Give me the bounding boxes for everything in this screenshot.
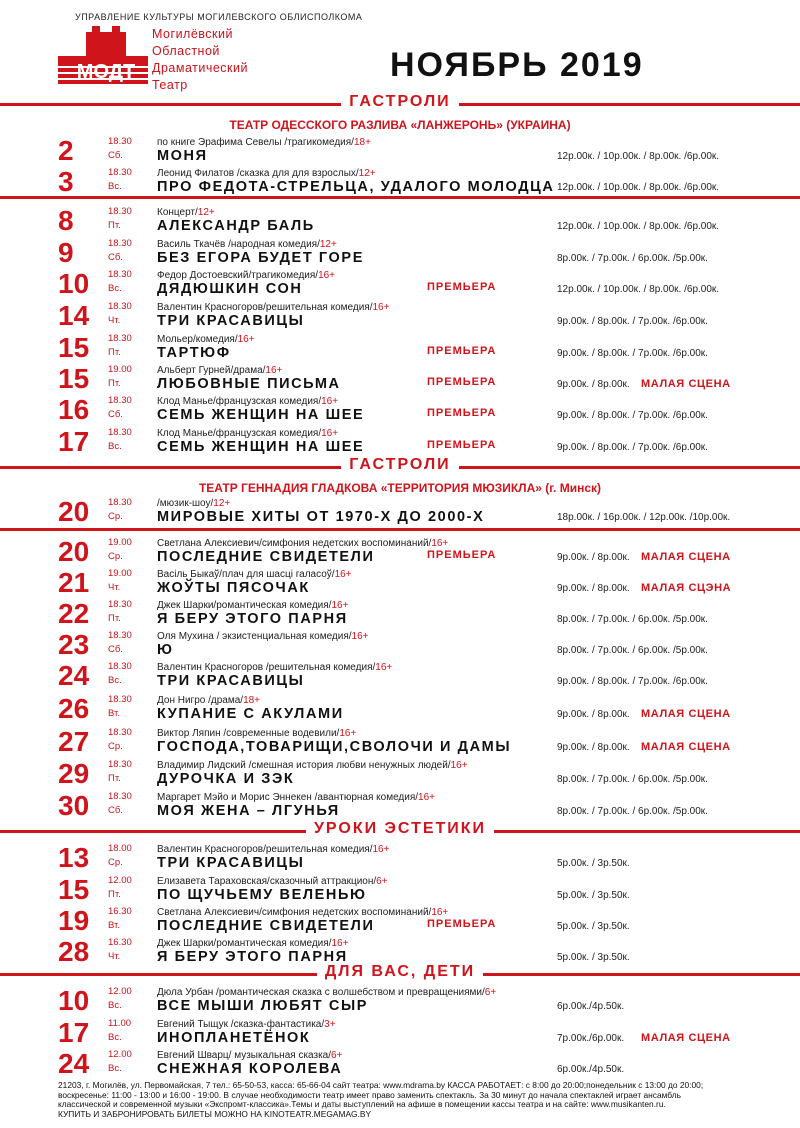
- event-day: 27: [58, 726, 90, 757]
- event-price: 8р.00к. / 7р.00к. / 6р.00к. /5р.00к.: [557, 253, 708, 264]
- event-row: [0, 136, 800, 168]
- event-age: 16+: [418, 792, 436, 803]
- event-day: 13: [58, 842, 90, 873]
- event-title: МОНЯ: [157, 148, 208, 164]
- event-age: 16+: [321, 428, 339, 439]
- event-genre: [157, 760, 468, 771]
- event-time: 18.30: [108, 727, 132, 738]
- event-title: ДЯДЮШКИН СОН: [157, 281, 303, 297]
- event-age: 16+: [318, 270, 336, 281]
- event-genre: [157, 396, 338, 407]
- event-row: [0, 843, 800, 875]
- event-weekday: Вс.: [108, 1032, 122, 1043]
- event-genre-text: Клод Манье/французская комедия/: [157, 396, 322, 407]
- event-genre: [157, 792, 435, 803]
- event-row: [0, 238, 800, 270]
- event-row: [0, 661, 800, 693]
- event-time: 18.30: [108, 599, 132, 610]
- event-price: 7р.00к./6р.00к.: [557, 1033, 625, 1044]
- event-genre: [157, 1019, 336, 1030]
- event-weekday: Сб.: [108, 409, 123, 420]
- event-age: 16+: [351, 631, 369, 642]
- event-genre-text: Евгений Тыщук /сказка-фантастика/: [157, 1019, 325, 1030]
- event-day: 16: [58, 394, 90, 425]
- event-title: МИРОВЫЕ ХИТЫ ОТ 1970-Х ДО 2000-Х: [157, 509, 485, 525]
- event-title: КУПАНИЕ С АКУЛАМИ: [157, 706, 344, 722]
- section-title: ДЛЯ ВАС, ДЕТИ: [0, 963, 800, 981]
- event-time: 18.30: [108, 206, 132, 217]
- event-weekday: Ср.: [108, 741, 123, 752]
- event-time: 19.00: [108, 537, 132, 548]
- event-age: 16+: [331, 938, 349, 949]
- event-price: 9р.00к. / 8р.00к.: [557, 379, 630, 390]
- event-genre: [157, 538, 448, 549]
- theatre-name-line: Могилёвский: [152, 27, 233, 41]
- event-genre: [157, 137, 371, 148]
- event-row: [0, 937, 800, 969]
- svg-text:МОДТ: МОДТ: [76, 61, 136, 83]
- event-genre-text: по книге Эрафима Севелы /трагикомедия/: [157, 137, 354, 148]
- event-day: 24: [58, 660, 90, 691]
- event-weekday: Пт.: [108, 613, 121, 624]
- event-day: 23: [58, 629, 90, 660]
- event-price: 5р.00к. / 3р.50к.: [557, 952, 630, 963]
- event-row: [0, 333, 800, 365]
- event-day: 10: [58, 268, 90, 299]
- event-age: 18+: [353, 137, 371, 148]
- event-genre: [157, 168, 376, 179]
- event-title: ДУРОЧКА И ЗЭК: [157, 771, 295, 787]
- event-genre: [157, 498, 230, 509]
- event-premiere: ПРЕМЬЕРА: [427, 376, 497, 388]
- event-weekday: Вс.: [108, 181, 122, 192]
- event-weekday: Пт.: [108, 378, 121, 389]
- event-weekday: Ср.: [108, 857, 123, 868]
- event-title: ТРИ КРАСАВИЦЫ: [157, 673, 305, 689]
- event-age: 16+: [237, 334, 255, 345]
- event-genre-text: Дон Нигро /драма/: [157, 695, 244, 706]
- event-title: ЛЮБОВНЫЕ ПИСЬМА: [157, 376, 341, 392]
- event-row: [0, 727, 800, 759]
- event-time: 18.30: [108, 661, 132, 672]
- event-genre-text: Федор Достоевский/трагикомедия/: [157, 270, 319, 281]
- event-day: 8: [58, 205, 74, 236]
- event-stage: МАЛАЯ СЦЕНА: [641, 551, 731, 563]
- month-title: НОЯБРЬ 2019: [390, 46, 644, 84]
- event-price: 5р.00к. / 3р.50к.: [557, 890, 630, 901]
- event-price: 12р.00к. / 10р.00к. / 8р.00к. /6р.00к.: [557, 151, 720, 162]
- event-day: 10: [58, 985, 90, 1016]
- event-genre-text: Василь Ткачёв /народная комедия/: [157, 239, 320, 250]
- event-weekday: Чт.: [108, 951, 121, 962]
- event-title: СЕМЬ ЖЕНЩИН НА ШЕЕ: [157, 439, 365, 455]
- event-title: АЛЕКСАНДР БАЛЬ: [157, 218, 315, 234]
- event-price: 8р.00к. / 7р.00к. / 6р.00к. /5р.00к.: [557, 806, 708, 817]
- event-price: 12р.00к. / 10р.00к. / 8р.00к. /6р.00к.: [557, 182, 720, 193]
- event-price: 9р.00к. / 8р.00к. / 7р.00к. /6р.00к.: [557, 676, 708, 687]
- event-age: 16+: [431, 538, 449, 549]
- event-time: 18.30: [108, 791, 132, 802]
- event-day: 3: [58, 166, 74, 197]
- event-age: 12+: [358, 168, 376, 179]
- event-day: 24: [58, 1048, 90, 1079]
- event-day: 15: [58, 332, 90, 363]
- event-time: 18.30: [108, 497, 132, 508]
- footer-info: [58, 1081, 788, 1119]
- event-day: 22: [58, 598, 90, 629]
- event-day: 2: [58, 135, 74, 166]
- theatre-name-line: Областной: [152, 44, 220, 58]
- org-header: УПРАВЛЕНИЕ КУЛЬТУРЫ МОГИЛЕВСКОГО ОБЛИСПОЛКОМА: [75, 12, 363, 22]
- event-weekday: Вс.: [108, 1063, 122, 1074]
- event-genre-text: Васіль Быкаў/плач для шасці галасоў/: [157, 569, 335, 580]
- event-age: 16+: [372, 844, 390, 855]
- event-row: [0, 269, 800, 301]
- event-stage: МАЛАЯ СЦЕНА: [641, 378, 731, 390]
- event-row: [0, 301, 800, 333]
- event-genre-text: Оля Мухина / экзистенциальная комедия/: [157, 631, 352, 642]
- event-price: 6р.00к./4р.50к.: [557, 1001, 625, 1012]
- event-weekday: Пт.: [108, 773, 121, 784]
- event-day: 14: [58, 300, 90, 331]
- event-age: 12+: [197, 207, 215, 218]
- event-genre-text: Валентин Красногоров/решительная комедия/: [157, 844, 373, 855]
- event-title: ИНОПЛАНЕТЁНОК: [157, 1030, 311, 1046]
- event-genre: [157, 695, 260, 706]
- event-weekday: Сб.: [108, 805, 123, 816]
- event-time: 18.30: [108, 238, 132, 249]
- event-row: [0, 694, 800, 726]
- event-price: 9р.00к. / 8р.00к.: [557, 709, 630, 720]
- event-age: 16+: [265, 365, 283, 376]
- event-genre: [157, 600, 348, 611]
- event-time: 18.30: [108, 427, 132, 438]
- event-genre-text: Евгений Шварц/ музыкальная сказка/: [157, 1050, 332, 1061]
- event-price: 8р.00к. / 7р.00к. / 6р.00к. /5р.00к.: [557, 645, 708, 656]
- event-row: [0, 986, 800, 1018]
- event-row: [0, 568, 800, 600]
- event-age: 6+: [331, 1050, 343, 1061]
- event-title: ВСЕ МЫШИ ЛЮБЯТ СЫР: [157, 998, 369, 1014]
- section-title: УРОКИ ЭСТЕТИКИ: [0, 820, 800, 838]
- event-age: 16+: [372, 302, 390, 313]
- event-age: 16+: [321, 396, 339, 407]
- event-price: 9р.00к. / 8р.00к.: [557, 742, 630, 753]
- event-time: 19.00: [108, 364, 132, 375]
- event-day: 9: [58, 237, 74, 268]
- event-price: 12р.00к. / 10р.00к. / 8р.00к. /6р.00к.: [557, 221, 720, 232]
- event-row: [0, 1049, 800, 1081]
- event-weekday: Пт.: [108, 347, 121, 358]
- event-premiere: ПРЕМЬЕРА: [427, 439, 497, 451]
- event-premiere: ПРЕМЬЕРА: [427, 281, 497, 293]
- event-genre: [157, 907, 448, 918]
- event-time: 19.00: [108, 568, 132, 579]
- event-genre-text: Джек Шарки/романтическая комедия/: [157, 938, 332, 949]
- footer-line: классической и современной музыки «Экспромт-классика».Темы и даты выступлений на афише в помещении кассы театра и на сайте: www.musikanten.ru.: [58, 1099, 666, 1110]
- event-genre: [157, 662, 392, 673]
- event-weekday: Вс.: [108, 675, 122, 686]
- event-genre: [157, 207, 215, 218]
- event-age: 16+: [450, 760, 468, 771]
- event-time: 11.00: [108, 1018, 132, 1029]
- event-price: 18р.00к. / 16р.00к. / 12р.00к. /10р.00к.: [557, 512, 731, 523]
- event-day: 21: [58, 567, 90, 598]
- event-price: 6р.00к./4р.50к.: [557, 1064, 625, 1075]
- event-title: Ю: [157, 642, 174, 658]
- event-time: 18.30: [108, 759, 132, 770]
- event-genre: [157, 365, 282, 376]
- event-row: [0, 364, 800, 396]
- event-weekday: Чт.: [108, 582, 121, 593]
- event-weekday: Пт.: [108, 220, 121, 231]
- event-stage: МАЛАЯ СЦЭНА: [641, 582, 732, 594]
- section-title: ГАСТРОЛИ: [0, 93, 800, 111]
- event-weekday: Сб.: [108, 252, 123, 263]
- event-genre: [157, 631, 369, 642]
- event-age: 18+: [243, 695, 261, 706]
- event-age: 16+: [375, 662, 393, 673]
- event-genre: [157, 876, 388, 887]
- event-time: 18.30: [108, 694, 132, 705]
- event-title: СЕМЬ ЖЕНЩИН НА ШЕЕ: [157, 407, 365, 423]
- theatre-logo: [58, 26, 148, 96]
- theatre-name-line: Театр: [152, 78, 188, 92]
- event-time: 18.30: [108, 301, 132, 312]
- event-genre-text: Клод Манье/французская комедия/: [157, 428, 322, 439]
- event-genre-text: Светлана Алексиевич/симфония недетских воспоминаний/: [157, 538, 432, 549]
- event-age: 16+: [334, 569, 352, 580]
- event-genre-text: Валентин Красногоров/решительная комедия/: [157, 302, 373, 313]
- event-genre-text: Леонид Филатов /сказка для для взрослых/: [157, 168, 359, 179]
- event-day: 20: [58, 536, 90, 567]
- event-row: [0, 167, 800, 199]
- event-stage: МАЛАЯ СЦЕНА: [641, 1032, 731, 1044]
- event-price: 9р.00к. / 8р.00к. / 7р.00к. /6р.00к.: [557, 410, 708, 421]
- event-time: 16.30: [108, 906, 132, 917]
- event-genre-text: Валентин Красногоров /решительная комедия/: [157, 662, 376, 673]
- event-time: 18.30: [108, 630, 132, 641]
- event-time: 18.30: [108, 395, 132, 406]
- event-day: 20: [58, 496, 90, 527]
- event-weekday: Ср.: [108, 511, 123, 522]
- theatre-name-line: Драматический: [152, 61, 248, 75]
- event-genre: [157, 428, 338, 439]
- event-genre-text: /мюзик-шоу/: [157, 498, 214, 509]
- event-genre: [157, 239, 337, 250]
- event-age: 6+: [484, 987, 497, 998]
- event-price: 9р.00к. / 8р.00к. / 7р.00к. /6р.00к.: [557, 442, 708, 453]
- event-time: 18.30: [108, 167, 132, 178]
- event-title: ТАРТЮФ: [157, 345, 231, 361]
- event-premiere: ПРЕМЬЕРА: [427, 345, 497, 357]
- event-price: 9р.00к. / 8р.00к.: [557, 583, 630, 594]
- event-weekday: Вт.: [108, 708, 120, 719]
- theatre-name: [152, 26, 248, 94]
- event-stage: МАЛАЯ СЦЕНА: [641, 741, 731, 753]
- event-price: 9р.00к. / 8р.00к. / 7р.00к. /6р.00к.: [557, 316, 708, 327]
- event-stage: МАЛАЯ СЦЕНА: [641, 708, 731, 720]
- event-genre-text: Мольер/комедия/: [157, 334, 238, 345]
- event-title: ПО ЩУЧЬЕМУ ВЕЛЕНЬЮ: [157, 887, 367, 903]
- event-row: [0, 599, 800, 631]
- event-row: [0, 497, 800, 529]
- event-row: [0, 427, 800, 459]
- event-age: 16+: [331, 600, 349, 611]
- event-day: 15: [58, 874, 90, 905]
- event-day: 17: [58, 426, 90, 457]
- event-premiere: ПРЕМЬЕРА: [427, 918, 497, 930]
- section-title: ГАСТРОЛИ: [0, 456, 800, 474]
- event-weekday: Вс.: [108, 1000, 122, 1011]
- event-title: ПОСЛЕДНИЕ СВИДЕТЕЛИ: [157, 918, 375, 934]
- event-time: 12.00: [108, 875, 132, 886]
- event-genre-text: Светлана Алексиевич/симфония недетских воспоминаний/: [157, 907, 432, 918]
- event-title: БЕЗ ЕГОРА БУДЕТ ГОРЕ: [157, 250, 364, 266]
- event-row: [0, 1018, 800, 1050]
- event-price: 9р.00к. / 8р.00к. / 7р.00к. /6р.00к.: [557, 348, 708, 359]
- event-age: 3+: [324, 1019, 336, 1030]
- event-day: 29: [58, 758, 90, 789]
- event-time: 18.30: [108, 333, 132, 344]
- event-genre: [157, 938, 348, 949]
- event-title: Я БЕРУ ЭТОГО ПАРНЯ: [157, 611, 348, 627]
- section-subtitle: ТЕАТР ОДЕССКОГО РАЗЛИВА «ЛАНЖЕРОНЬ» (УКРАИНА): [229, 118, 571, 132]
- event-price: 8р.00к. / 7р.00к. / 6р.00к. /5р.00к.: [557, 774, 708, 785]
- event-time: 18.30: [108, 136, 132, 147]
- event-age: 12+: [319, 239, 337, 250]
- event-age: 16+: [339, 728, 357, 739]
- event-weekday: Пт.: [108, 889, 121, 900]
- event-genre: [157, 1050, 342, 1061]
- event-row: [0, 537, 800, 569]
- event-row: [0, 630, 800, 662]
- event-title: СНЕЖНАЯ КОРОЛЕВА: [157, 1061, 343, 1077]
- event-genre-text: Альберт Гурней/драма/: [157, 365, 266, 376]
- event-genre-text: Маргарет Мэйо и Морис Эннекен /авантюрная комедия/: [157, 792, 419, 803]
- event-row: [0, 206, 800, 238]
- event-title: ТРИ КРАСАВИЦЫ: [157, 855, 305, 871]
- event-weekday: Сб.: [108, 644, 123, 655]
- event-time: 16.30: [108, 937, 132, 948]
- event-title: МОЯ ЖЕНА – ЛГУНЬЯ: [157, 803, 340, 819]
- event-time: 18.30: [108, 269, 132, 280]
- event-time: 12.00: [108, 986, 132, 997]
- event-price: 5р.00к. / 3р.50к.: [557, 921, 630, 932]
- event-weekday: Вс.: [108, 441, 122, 452]
- event-genre: [157, 270, 335, 281]
- event-genre: [157, 334, 255, 345]
- event-row: [0, 759, 800, 791]
- event-premiere: ПРЕМЬЕРА: [427, 549, 497, 561]
- event-row: [0, 791, 800, 823]
- event-age: 16+: [431, 907, 449, 918]
- event-genre-text: Дюла Урбан /романтическая сказка с волшебством и превращениями/: [157, 987, 485, 998]
- footer-line: воскресенье: 11:00 - 13:00 и 16:00 - 19:00. В случае необходимости театр имеет право заменить спектакль. За 30 минут до начала спектаклей играет ансамбль: [58, 1089, 681, 1100]
- event-price: 5р.00к. / 3р.50к.: [557, 858, 630, 869]
- event-weekday: Ср.: [108, 551, 123, 562]
- event-price: 12р.00к. / 10р.00к. / 8р.00к. /6р.00к.: [557, 284, 720, 295]
- footer-line: КУПИТЬ И ЗАБРОНИРОВАТЬ БИЛЕТЫ МОЖНО НА KINOTEATR.MEGAMAG.BY: [58, 1108, 372, 1119]
- event-genre-text: Концерт/: [157, 207, 198, 218]
- event-genre: [157, 987, 496, 998]
- event-title: ПОСЛЕДНИЕ СВИДЕТЕЛИ: [157, 549, 375, 565]
- event-weekday: Сб.: [108, 150, 123, 161]
- event-row: [0, 906, 800, 938]
- event-genre-text: Владимир Лидский /смешная история любви ненужных людей/: [157, 760, 451, 771]
- event-age: 6+: [376, 876, 388, 887]
- event-row: [0, 395, 800, 427]
- event-title: ТРИ КРАСАВИЦЫ: [157, 313, 305, 329]
- event-genre-text: Виктор Ляпин /современные водевили/: [157, 728, 340, 739]
- event-genre: [157, 728, 356, 739]
- event-weekday: Вс.: [108, 283, 122, 294]
- event-title: ЖОЎТЫ ПЯСОЧАК: [157, 580, 310, 596]
- event-age: 12+: [213, 498, 231, 509]
- event-day: 15: [58, 363, 90, 394]
- event-genre: [157, 844, 389, 855]
- event-day: 17: [58, 1017, 90, 1048]
- event-title: ГОСПОДА,ТОВАРИЩИ,СВОЛОЧИ И ДАМЫ: [157, 739, 512, 755]
- footer-line: 21203, г. Могилёв, ул. Первомайская, 7 тел.: 65-50-53, касса: 65-66-04 сайт театра: www.mdrama.by КАССА РАБОТАЕТ: с 8:00 до 20:00;понедельник с 13:00 до 20:00;: [58, 1080, 704, 1090]
- event-day: 26: [58, 693, 90, 724]
- event-premiere: ПРЕМЬЕРА: [427, 407, 497, 419]
- event-genre: [157, 569, 352, 580]
- event-row: [0, 875, 800, 907]
- event-weekday: Вт.: [108, 920, 120, 931]
- event-title: Я БЕРУ ЭТОГО ПАРНЯ: [157, 949, 348, 965]
- event-day: 30: [58, 790, 90, 821]
- event-day: 19: [58, 905, 90, 936]
- event-time: 12.00: [108, 1049, 132, 1060]
- event-genre-text: Джек Шарки/романтическая комедия/: [157, 600, 332, 611]
- event-weekday: Чт.: [108, 315, 121, 326]
- section-subtitle: ТЕАТР ГЕННАДИЯ ГЛАДКОВА «ТЕРРИТОРИЯ МЮЗИКЛА» (г. Минск): [198, 481, 602, 495]
- event-price: 8р.00к. / 7р.00к. / 6р.00к. /5р.00к.: [557, 614, 708, 625]
- event-time: 18.00: [108, 843, 132, 854]
- event-price: 9р.00к. / 8р.00к.: [557, 552, 630, 563]
- event-day: 28: [58, 936, 90, 967]
- event-genre-text: Елизавета Тараховская/сказочный аттракцион/: [157, 876, 377, 887]
- event-genre: [157, 302, 389, 313]
- event-title: ПРО ФЕДОТА-СТРЕЛЬЦА, УДАЛОГО МОЛОДЦА: [157, 179, 555, 195]
